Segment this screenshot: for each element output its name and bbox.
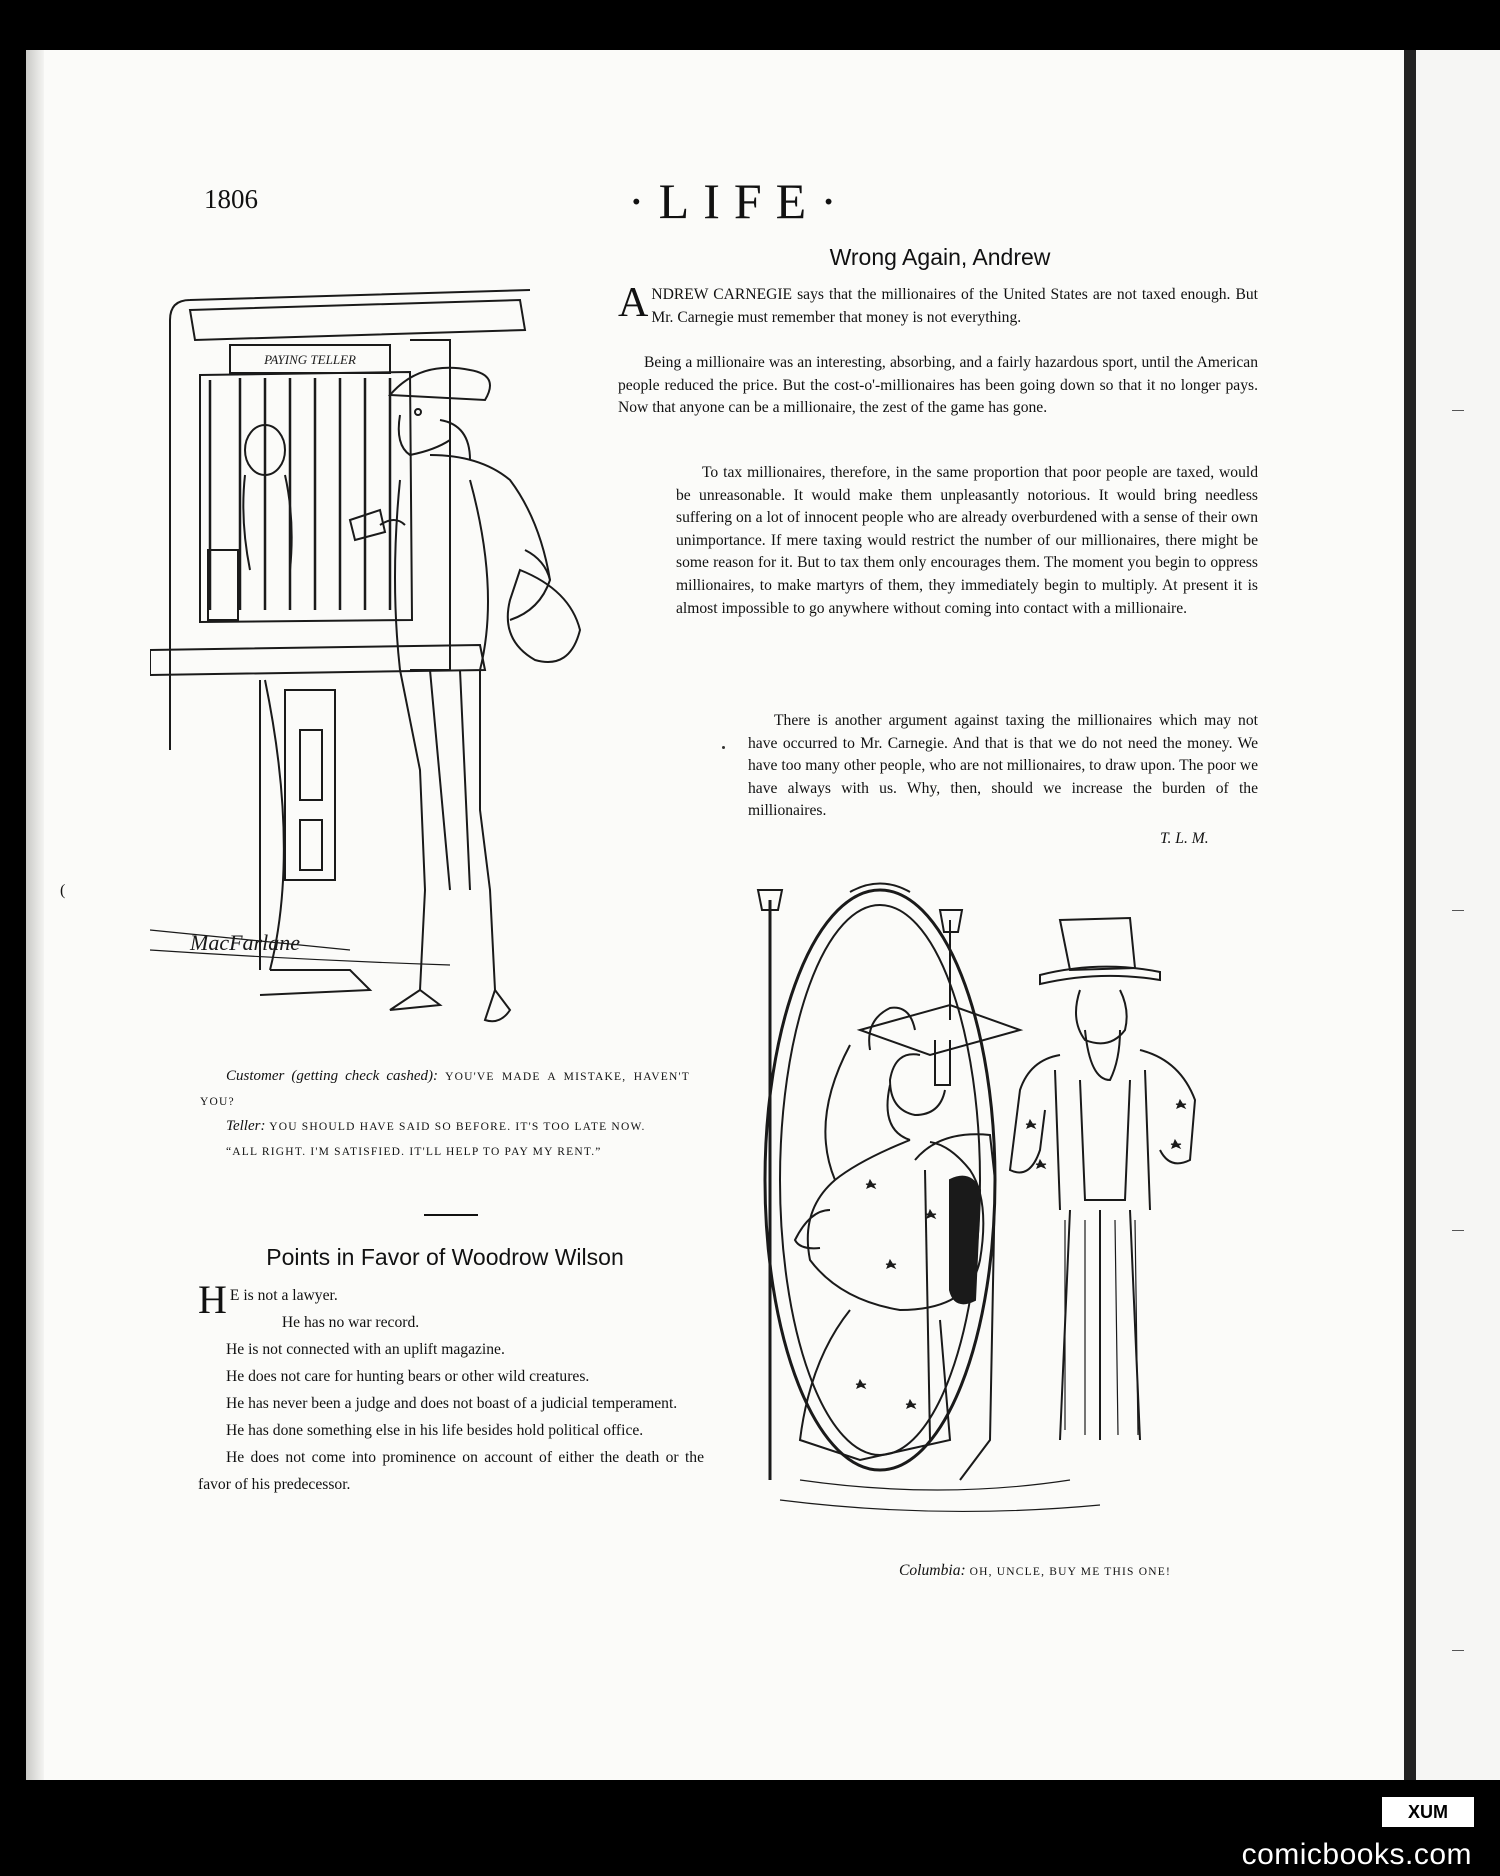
drop-cap: H [198,1277,227,1322]
page-number: 1806 [204,184,258,214]
caption-line: OH, UNCLE, BUY ME THIS ONE! [969,1566,1171,1578]
masthead: ·LIFE· [628,173,851,229]
cartoon-caption [740,1562,1330,1580]
caption-speaker: Teller: [226,1118,266,1134]
list-item: He has never been a judge and does not boast of a judicial temperament. [226,1395,678,1412]
caption-line: YOU'VE MADE A MISTAKE, HAVEN'T YOU? [200,1071,690,1108]
page-fold [1404,50,1416,1780]
list-item: He does not come into prominence on account of either the death or the favor of his predecessor. [198,1449,704,1493]
scan-border-left [0,0,26,1876]
article-paragraph [748,710,1258,823]
points-list [198,1277,704,1498]
paragraph-text: To tax millionaires, therefore, in the same proportion that poor people are taxed, would be unreasonable. It would make them unpleasantly notorious. It would bring needless suffering on a lot of innocent people who are already overburdened with a sense of their own unimportance. If mere taxing would restrict the number of our millionaires, there might be some reason for it. But to tax them only encourages them. The moment you begin to oppress millionaires, to make martyrs of them, they immediately begin to multiply. At present it is almost impossible to go anywhere without coming into contact with a millionaire. [676,464,1258,617]
paragraph-text: There is another argument against taxing the millionaires which may not have occurred to Mr. Carnegie. And that is that we do not need the money. We have too many other people, who are not millionaires, to draw upon. The poor we have always with us. Why, then, should we increase the burden of the millionaires. [748,712,1258,820]
margin-dot [722,746,725,749]
caption-speaker: Customer (getting check cashed): [226,1068,438,1084]
page-gutter-shadow [26,50,44,1780]
drop-cap: A [618,280,649,326]
artist-signature: MacFarlane [190,930,300,955]
list-item: He has no war record. [281,1314,420,1331]
article-paragraph [618,352,1258,420]
paragraph-text: NDREW CARNEGIE says that the millionaires of the United States are not taxed enough. But Mr. Carnegie must remember that money is not everything. [651,286,1258,326]
caption-line: YOU SHOULD HAVE SAID SO BEFORE. IT'S TOO LATE NOW. [269,1121,646,1133]
article-title: Wrong Again, Andrew [829,244,1051,270]
author-initials: T. L. M. [1160,830,1209,847]
scan-badge: XUM [1382,1797,1474,1827]
list-item: He has done something else in his life besides hold political office. [226,1422,644,1439]
caption-speaker: Columbia: [898,1562,966,1579]
section-divider [424,1214,478,1216]
article-paragraph [676,462,1258,620]
article-title: Points in Favor of Woodrow Wilson [266,1244,624,1270]
watermark: comicbooks.com [1241,1838,1472,1871]
teller-cartoon-illustration [150,250,710,1040]
list-item: H E is not a lawyer. [198,1277,338,1322]
paying-teller-sign: PAYING TELLER [264,352,356,367]
cartoon-caption [200,1064,690,1164]
columbia-cartoon-illustration [740,880,1330,1540]
caption-line: “ALL RIGHT. I'M SATISFIED. IT'LL HELP TO PAY MY RENT.” [226,1146,602,1158]
scan-border-top [0,0,1500,50]
paragraph-text: Being a millionaire was an interesting, absorbing, and a fairly hazardous sport, until the American people reduced the price. But the cost-o'-millionaires has been going down so that it no longer pays. Now that anyone can be a millionaire, the zest of the game has gone. [618,354,1258,417]
adjacent-page-edge [1416,50,1500,1780]
article-paragraph [618,280,1258,329]
list-item: He is not connected with an uplift magazine. [226,1341,505,1358]
margin-mark: ( [60,882,66,899]
list-item: He does not care for hunting bears or other wild creatures. [226,1368,590,1385]
